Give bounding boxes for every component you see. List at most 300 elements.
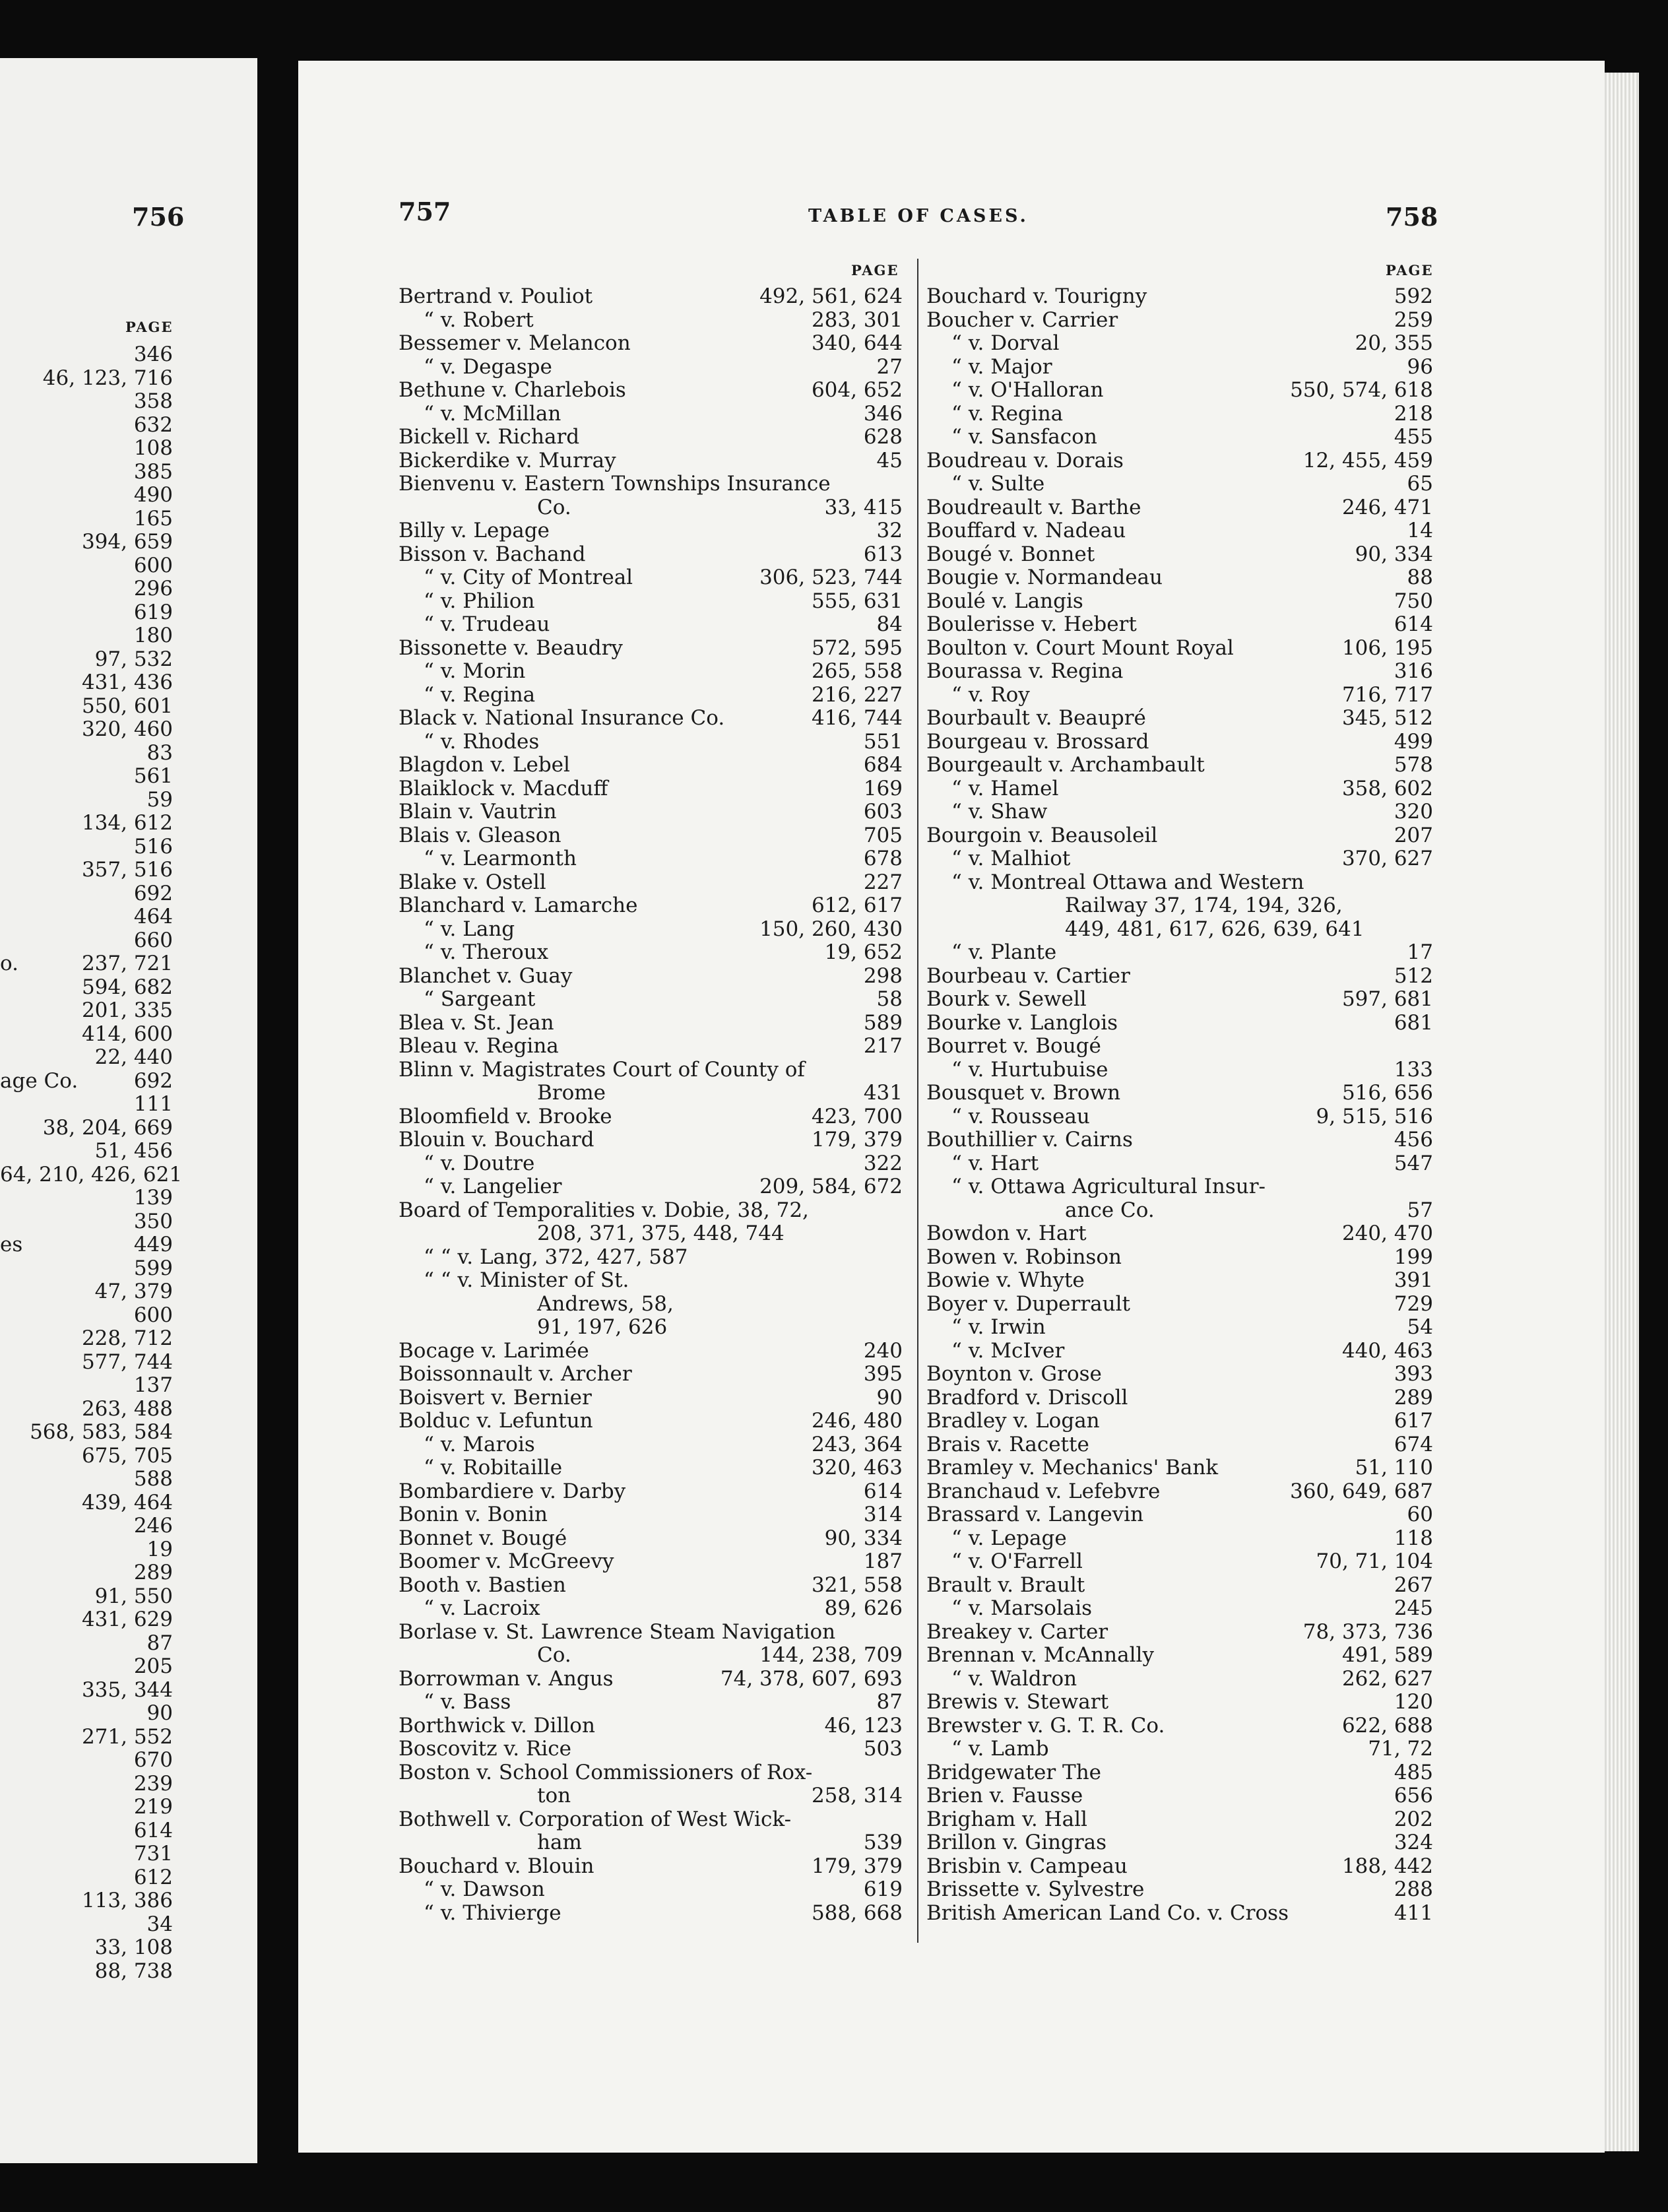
case-pages: 716, 717 [1341, 682, 1433, 707]
left-page-entry [0, 1726, 257, 1749]
case-pages: 88 [1407, 566, 1433, 589]
case-pages: 71, 72 [1368, 1737, 1433, 1761]
case-name: Bouffard v. Nadeau [926, 519, 1126, 542]
case-name: Bothwell v. Corporation of West Wick- [399, 1807, 792, 1831]
left-page-entry [0, 976, 257, 1000]
case-entry [926, 800, 1433, 824]
case-pages: 106, 195 [1341, 635, 1433, 660]
left-page-entry [0, 1070, 257, 1093]
case-entry [399, 1644, 903, 1668]
case-pages: 179, 379 [811, 1128, 903, 1152]
case-pages: 298 [863, 963, 903, 988]
case-name: Bougie v. Normandeau [926, 566, 1163, 589]
case-entry [926, 1574, 1433, 1598]
left-page-pages: 670 [133, 1748, 173, 1772]
case-name: “ v. Langelier [424, 1175, 562, 1198]
case-pages: 551 [863, 729, 903, 754]
case-name: Blain v. Vautrin [399, 800, 557, 824]
case-name: Bombardiere v. Darby [399, 1479, 626, 1503]
case-pages: 555, 631 [811, 589, 903, 613]
left-page-pages: 113, 386 [81, 1889, 173, 1912]
case-entry [399, 613, 903, 637]
case-pages: 604, 652 [811, 378, 903, 402]
case-entry [926, 988, 1433, 1012]
left-page-entry [0, 789, 257, 812]
left-page-pages: 464 [133, 905, 173, 928]
case-name: Boissonnault v. Archer [399, 1362, 632, 1386]
left-page-pages: 64, 210, 426, 621 [0, 1162, 183, 1187]
case-entry [926, 847, 1433, 871]
case-entry [926, 1269, 1433, 1293]
case-name: “ v. Ottawa Agricultural Insur- [951, 1175, 1266, 1198]
case-entry [926, 332, 1433, 356]
case-entry [399, 566, 903, 590]
case-pages: 306, 523, 744 [759, 566, 903, 589]
case-name: Boucher v. Carrier [926, 308, 1118, 332]
case-entry [926, 1082, 1433, 1105]
left-page-entry [0, 1842, 257, 1866]
case-pages: 705 [863, 823, 903, 847]
case-pages: 245 [1394, 1596, 1433, 1620]
left-page-pages: 385 [133, 459, 173, 484]
case-pages: 240, 470 [1341, 1221, 1433, 1245]
left-page-entry [0, 1374, 257, 1398]
case-name: Andrews, 58, [537, 1291, 674, 1316]
left-page-pages: 87 [146, 1631, 173, 1655]
case-pages: 90, 334 [1355, 542, 1433, 566]
case-name: Boynton v. Grose [926, 1362, 1102, 1386]
case-pages: 259 [1394, 308, 1433, 332]
case-name: Brien v. Fausse [926, 1784, 1083, 1807]
case-pages: 27 [876, 354, 903, 379]
case-entry [926, 472, 1433, 496]
case-entry [926, 543, 1433, 567]
case-name: Brome [537, 1081, 606, 1105]
case-pages: 681 [1394, 1010, 1433, 1035]
case-name: Bradley v. Logan [926, 1409, 1100, 1433]
case-entry [926, 1316, 1433, 1340]
left-page-entry [0, 1608, 257, 1632]
left-page-pages: 357, 516 [81, 858, 173, 882]
case-entry [926, 894, 1433, 918]
case-pages: 360, 649, 687 [1290, 1479, 1433, 1503]
case-entry [926, 1152, 1433, 1176]
left-page-entry [0, 1210, 257, 1234]
case-name: Bourgoin v. Beausoleil [926, 823, 1158, 847]
case-pages: 90, 334 [824, 1526, 903, 1550]
case-name: Bourk v. Sewell [926, 987, 1087, 1011]
left-page-entry [0, 1117, 257, 1140]
left-page-entry [0, 414, 257, 438]
case-pages: 217 [863, 1034, 903, 1058]
case-pages: 391 [1394, 1268, 1433, 1292]
case-pages: 589 [863, 1010, 903, 1035]
case-entry [399, 1433, 903, 1457]
case-entry [399, 1293, 903, 1317]
case-name: “ v. Rhodes [424, 729, 540, 754]
case-name: “ v. Dawson [424, 1877, 545, 1901]
case-entry [399, 1058, 903, 1082]
case-name: “ v. Marsolais [951, 1596, 1093, 1620]
left-page-pages: 219 [133, 1795, 173, 1819]
case-entry [399, 1199, 903, 1223]
case-name: “ v. Degaspe [424, 354, 552, 379]
case-pages: 503 [863, 1737, 903, 1761]
case-pages: 144, 238, 709 [759, 1643, 903, 1667]
left-page-pages: 561 [133, 764, 173, 788]
left-page-pages: 516 [133, 834, 173, 859]
left-page-rows [0, 343, 257, 1983]
left-page-pages: 289 [133, 1561, 173, 1584]
case-name: “ v. Dorval [951, 331, 1060, 355]
left-page-pages: 91, 550 [94, 1584, 173, 1608]
case-name: “ v. Thivierge [424, 1901, 561, 1925]
case-name: Bissonette v. Beaudry [399, 635, 623, 660]
case-entry [399, 1082, 903, 1105]
case-entry [926, 1902, 1433, 1926]
left-page-entry [0, 1468, 257, 1491]
left-page-pages: 228, 712 [81, 1326, 173, 1350]
case-entry [399, 847, 903, 871]
left-page-fragment: age Co. [0, 1068, 79, 1093]
left-header-page-number: 757 [399, 197, 451, 226]
case-name: “ v. Waldron [951, 1666, 1077, 1691]
case-pages: 547 [1394, 1151, 1433, 1175]
left-page-entry [0, 812, 257, 835]
left-page-pages: 263, 488 [81, 1396, 173, 1421]
case-name: Brillon v. Gingras [926, 1831, 1107, 1854]
case-name: “ v. Bass [424, 1690, 511, 1714]
case-name: Bougé v. Bonnet [926, 542, 1095, 566]
left-page-pages: 83 [146, 740, 173, 765]
case-name: Bousquet v. Brown [926, 1081, 1121, 1105]
left-page-entry [0, 765, 257, 789]
case-entry [926, 1456, 1433, 1480]
case-pages: 550, 574, 618 [1290, 378, 1433, 402]
left-page-pages: 134, 612 [81, 811, 173, 835]
case-pages: 614 [863, 1479, 903, 1503]
case-pages: 340, 644 [811, 331, 903, 355]
left-page-entry [0, 601, 257, 625]
case-name: Brewster v. G. T. R. Co. [926, 1713, 1165, 1738]
right-header-page-number: 758 [1386, 202, 1438, 232]
left-page-entry [0, 718, 257, 742]
case-entry [399, 1386, 903, 1410]
left-page-entry [0, 1163, 257, 1187]
case-entry [399, 1597, 903, 1621]
left-page-pages: 111 [133, 1092, 173, 1116]
case-name: “ v. Sulte [951, 472, 1045, 496]
case-name: Brennan v. McAnnally [926, 1643, 1154, 1667]
case-name: “ v. Irwin [951, 1315, 1046, 1339]
case-pages: 614 [1394, 612, 1433, 636]
left-page-entry [0, 905, 257, 929]
case-name: Borlase v. St. Lawrence Steam Navigation [399, 1619, 836, 1644]
left-page-pages: 600 [133, 1303, 173, 1327]
case-name: Boisvert v. Bernier [399, 1385, 592, 1410]
case-name: Bolduc v. Lefuntun [399, 1409, 593, 1433]
left-page-entry [0, 554, 257, 578]
case-entry [926, 684, 1433, 707]
case-name: Brisbin v. Campeau [926, 1854, 1128, 1878]
left-page-entry [0, 952, 257, 976]
case-name: Bridgewater The [926, 1760, 1102, 1784]
case-entry [926, 1855, 1433, 1879]
left-page-pages: 335, 344 [81, 1677, 173, 1702]
case-pages: 133 [1394, 1057, 1433, 1082]
case-name: Blouin v. Bouchard [399, 1128, 594, 1152]
left-page-entry [0, 1514, 257, 1538]
left-page-entry [0, 882, 257, 906]
left-page-pages: 594, 682 [81, 975, 173, 999]
case-name: Bourgeau v. Brossard [926, 729, 1149, 754]
case-entry [399, 684, 903, 707]
case-pages: 674 [1394, 1432, 1433, 1456]
case-name: Blais v. Gleason [399, 823, 561, 847]
case-pages: 656 [1394, 1784, 1433, 1807]
case-entry [399, 1668, 903, 1691]
case-entry [926, 824, 1433, 848]
case-name: Bienvenu v. Eastern Townships Insurance [399, 472, 831, 496]
left-page-pages: 237, 721 [81, 952, 173, 975]
case-name: Bourgeault v. Archambault [926, 753, 1205, 777]
case-entry [399, 871, 903, 895]
left-page-pages: 22, 440 [94, 1045, 173, 1069]
case-entry [926, 1831, 1433, 1855]
case-entry [926, 1035, 1433, 1058]
case-pages: 316 [1394, 659, 1433, 683]
left-page-pages: 320, 460 [81, 717, 173, 741]
case-entry [926, 1784, 1433, 1808]
case-pages: 289 [1394, 1385, 1433, 1410]
left-page-entry [0, 624, 257, 648]
case-pages: 188, 442 [1341, 1854, 1433, 1878]
case-entry [926, 1738, 1433, 1761]
left-page-pages: 414, 600 [81, 1022, 173, 1046]
case-name: Blinn v. Magistrates Court of County of [399, 1057, 805, 1082]
case-name: Borthwick v. Dillon [399, 1713, 595, 1738]
case-pages: 246, 480 [811, 1409, 903, 1433]
case-name: Breakey v. Carter [926, 1619, 1108, 1644]
left-page-entry [0, 859, 257, 882]
case-name: “ v. Shaw [951, 800, 1048, 824]
case-pages: 227 [863, 870, 903, 894]
case-entry [399, 496, 903, 520]
case-entry [926, 707, 1433, 731]
left-page-pages: 577, 744 [81, 1350, 173, 1374]
case-entry [399, 1902, 903, 1926]
case-name: “ v. McMillan [424, 401, 561, 426]
case-pages: 78, 373, 736 [1302, 1619, 1433, 1644]
left-page-entry [0, 1046, 257, 1070]
case-name: Blaiklock v. Macduff [399, 776, 608, 800]
case-entry [399, 1175, 903, 1199]
case-entry [926, 449, 1433, 473]
case-pages: 321, 558 [811, 1573, 903, 1597]
left-page-pages: 600 [133, 553, 173, 577]
case-entry [399, 1714, 903, 1738]
case-pages: 202 [1394, 1807, 1433, 1831]
left-page-pages: 108 [133, 436, 173, 460]
case-pages: 33, 415 [824, 495, 903, 519]
case-name: Boudreau v. Dorais [926, 448, 1124, 472]
case-entry [926, 918, 1433, 942]
case-pages: 516, 656 [1341, 1081, 1433, 1105]
case-entry [926, 1691, 1433, 1714]
case-name: Black v. National Insurance Co. [399, 706, 725, 730]
case-pages: 17 [1407, 940, 1433, 964]
case-pages: 539 [863, 1831, 903, 1854]
left-page-pages: 675, 705 [81, 1443, 173, 1468]
case-name: Bourassa v. Regina [926, 659, 1124, 683]
case-name: Bourbeau v. Cartier [926, 963, 1130, 988]
case-name: “ v. Marois [424, 1432, 535, 1456]
case-entry [399, 1550, 903, 1574]
case-name: Bowdon v. Hart [926, 1221, 1087, 1245]
left-page-entry [0, 1491, 257, 1515]
left-page-pages: 165 [133, 506, 173, 531]
case-pages: 678 [863, 847, 903, 870]
case-entry [399, 754, 903, 777]
case-name: Brault v. Brault [926, 1573, 1085, 1597]
case-entry [926, 496, 1433, 520]
left-page-entry [0, 1561, 257, 1585]
case-name: Borrowman v. Angus [399, 1666, 614, 1691]
case-pages: 199 [1394, 1245, 1433, 1269]
case-pages: 267 [1394, 1573, 1433, 1597]
case-name: Booth v. Bastien [399, 1573, 566, 1597]
case-name: Bickell v. Richard [399, 425, 580, 449]
case-name: “ v. City of Montreal [424, 566, 633, 589]
case-name: Bessemer v. Melancon [399, 331, 631, 355]
case-entry [399, 543, 903, 567]
case-pages: 597, 681 [1341, 987, 1433, 1011]
case-name: 449, 481, 617, 626, 639, 641 [1065, 917, 1364, 941]
case-name: Blake v. Ostell [399, 870, 546, 894]
case-name: Branchaud v. Lefebvre [926, 1479, 1161, 1503]
case-name: “ v. Lamb [951, 1737, 1049, 1761]
left-page-entry [0, 1233, 257, 1257]
left-page-pages: 180 [133, 624, 173, 647]
case-name: “ v. Robitaille [424, 1456, 563, 1480]
left-page-entry [0, 531, 257, 554]
case-name: “ v. Hurtubuise [951, 1057, 1108, 1082]
case-entry [399, 1269, 903, 1293]
case-name: ton [537, 1784, 571, 1807]
case-pages: 150, 260, 430 [759, 917, 903, 941]
case-name: “ Sargeant [424, 987, 536, 1011]
case-entry [399, 965, 903, 989]
left-page-pages: 612 [133, 1865, 173, 1889]
left-page-entry [0, 1679, 257, 1703]
case-name: “ v. O'Farrell [951, 1549, 1083, 1573]
case-name: “ v. Lacroix [424, 1596, 540, 1620]
case-entry [926, 1363, 1433, 1386]
case-name: Bocage v. Larimée [399, 1338, 589, 1363]
case-name: Bonnet v. Bougé [399, 1526, 567, 1550]
case-entry [399, 403, 903, 426]
case-pages: 169 [863, 776, 903, 800]
case-pages: 456 [1394, 1128, 1433, 1152]
case-entry [926, 1808, 1433, 1832]
case-entry [399, 1410, 903, 1433]
case-entry [926, 309, 1433, 333]
case-pages: 358, 602 [1341, 776, 1433, 800]
case-pages: 499 [1394, 729, 1433, 754]
case-entry [926, 1340, 1433, 1363]
case-entry [926, 754, 1433, 777]
left-page-entry [0, 1889, 257, 1913]
left-page-pages: 431, 629 [81, 1608, 173, 1631]
case-name: Bisson v. Bachand [399, 542, 586, 566]
case-pages: 20, 355 [1355, 331, 1433, 355]
column2-page-label: PAGE [1386, 262, 1434, 278]
case-entry [926, 590, 1433, 614]
case-name: “ v. Regina [424, 682, 536, 707]
left-page-entry [0, 1421, 257, 1445]
left-page-entry [0, 1960, 257, 1984]
left-page-pages: 59 [146, 787, 173, 812]
case-name: “ “ v. Minister of St. [424, 1268, 629, 1292]
left-page-label: PAGE [125, 319, 174, 335]
case-entry [399, 1621, 903, 1644]
case-pages: 246, 471 [1341, 495, 1433, 519]
case-pages: 395 [863, 1362, 903, 1386]
case-entry [399, 988, 903, 1012]
case-name: Railway 37, 174, 194, 326, [1065, 894, 1343, 917]
case-entry [926, 379, 1433, 403]
case-entry [399, 1761, 903, 1785]
left-page-entry [0, 1538, 257, 1562]
case-name: “ v. Trudeau [424, 612, 550, 636]
case-name: Bouthillier v. Cairns [926, 1128, 1133, 1152]
case-name: “ v. O'Halloran [951, 378, 1104, 402]
left-page-entry [0, 390, 257, 414]
case-pages: 750 [1394, 589, 1433, 613]
case-entry [926, 965, 1433, 989]
case-entry [926, 1105, 1433, 1129]
case-name: Blanchard v. Lamarche [399, 894, 638, 917]
left-page-pages: 731 [133, 1842, 173, 1866]
case-entry [926, 1503, 1433, 1527]
left-page-entry [0, 461, 257, 484]
case-entry [399, 1222, 903, 1246]
case-name: Brewis v. Stewart [926, 1690, 1109, 1714]
case-entry [399, 472, 903, 496]
left-page-pages: 490 [133, 483, 173, 507]
case-pages: 346 [863, 401, 903, 426]
case-name: “ v. Theroux [424, 940, 549, 964]
case-pages: 12, 455, 459 [1302, 448, 1433, 472]
case-column-1 [399, 285, 903, 2001]
case-name: Brissette v. Sylvestre [926, 1877, 1145, 1901]
case-entry [399, 918, 903, 942]
left-page-pages: 90 [146, 1701, 173, 1725]
case-name: Brassard v. Langevin [926, 1503, 1144, 1526]
case-entry [926, 660, 1433, 684]
case-entry [926, 426, 1433, 449]
left-page-number: 756 [132, 202, 185, 232]
case-pages: 14 [1407, 519, 1433, 542]
case-name: Boulerisse v. Hebert [926, 612, 1137, 636]
left-page-pages: 619 [133, 600, 173, 624]
case-entry [399, 1012, 903, 1035]
case-name: “ v. Lepage [951, 1526, 1067, 1550]
case-name: “ v. Sansfacon [951, 425, 1097, 449]
case-entry [399, 1738, 903, 1761]
case-pages: 46, 123 [824, 1713, 903, 1738]
case-entry [399, 637, 903, 661]
